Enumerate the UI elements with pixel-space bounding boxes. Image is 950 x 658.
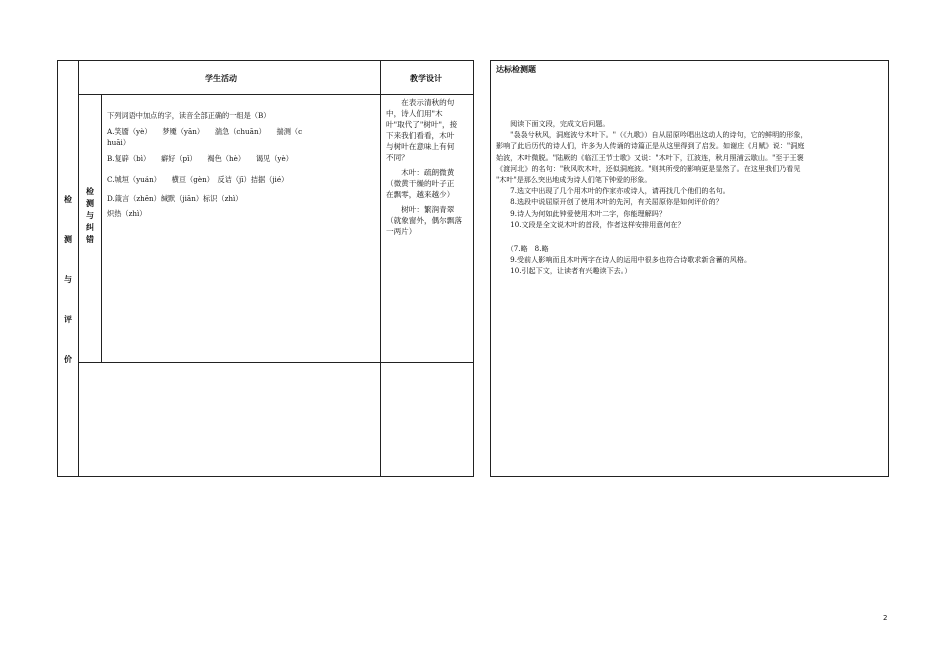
option-line: A.笑靥（yè） 梦魇（yān） 湍急（chuān） 揣测（c bbox=[107, 127, 303, 137]
option-line: C.城垣（yuán） 横亘（gèn） 反诘（jī）拮据（jié） bbox=[107, 174, 289, 184]
section-label-char: 价 bbox=[64, 355, 72, 364]
sub-label-char: 测 bbox=[86, 199, 94, 208]
divider-design-column bbox=[380, 60, 381, 477]
sub-label bbox=[83, 188, 97, 248]
passage-line: 阅读下面文段，完成文后问题。 bbox=[496, 119, 610, 128]
design-line: 中，诗人们用"木 bbox=[386, 109, 443, 118]
sub-label-char: 错 bbox=[86, 235, 94, 244]
answer-line: 10.引起下文，让读者有兴趣读下去。） bbox=[496, 266, 632, 276]
design-line: 树叶：繁润青翠 bbox=[386, 205, 455, 214]
answer-line: （7.略 8.略 bbox=[496, 244, 549, 254]
question-line: 10.文段是全文说木叶的首段，作者这样安排用意何在？ bbox=[496, 219, 685, 229]
design-line: 与树叶在意味上有何 bbox=[386, 142, 455, 151]
right-body bbox=[496, 118, 884, 277]
question-block bbox=[107, 110, 302, 219]
design-line: （微黄干燥的叶子正 bbox=[386, 179, 455, 188]
answer-line: 9.受前人影响而且木叶两字在诗人的运用中很多也符合诗歌求新含蓄的风格。 bbox=[496, 255, 752, 265]
design-block bbox=[386, 97, 470, 237]
option-line: huāi） bbox=[107, 138, 131, 148]
blank-line bbox=[496, 230, 884, 243]
passage-line: "木叶"是那么突出地成为诗人们笔下钟爱的形象。 bbox=[496, 175, 652, 185]
option-line: 炽热（zhì） bbox=[107, 208, 147, 218]
sub-label-char: 检 bbox=[86, 187, 94, 196]
design-line: 在飘零，越来越少） bbox=[386, 190, 455, 199]
passage-line: 影响了此后历代的诗人们，许多为人传诵的诗篇正是从这里得到了启发。如谢庄《月赋》说："洞庭 bbox=[496, 141, 805, 151]
section-label-char: 与 bbox=[64, 275, 72, 284]
question-line: 7.选文中出现了几个用木叶的作家亦或诗人，请再找几个他们的名句。 bbox=[496, 186, 730, 196]
right-table-title: 达标检测题 bbox=[496, 65, 536, 74]
sub-label-char: 与 bbox=[86, 211, 94, 220]
passage-line: "袅袅兮秋风，洞庭波兮木叶下。"（《九歌》）自从屈原吟唱出这动人的诗句，它的鲜明的形象， bbox=[496, 130, 808, 140]
section-label-char: 评 bbox=[64, 315, 72, 324]
design-line: （就象窗外，偶尔飘落 bbox=[386, 216, 462, 225]
design-line: 不同？ bbox=[386, 153, 409, 162]
passage-line: 《渡河北》的名句："秋风吹木叶，还似洞庭波。"则其所受的影响更是显然了。在这里我们乃看见 bbox=[496, 163, 801, 173]
section-label-char: 检 bbox=[64, 195, 72, 204]
option-line: B.复辟（bì） 癖好（pǐ） 褐色（hè） 谒见（yè） bbox=[107, 154, 293, 164]
header-student-activity: 学生活动 bbox=[205, 74, 237, 83]
design-line: 下来我们看看，木叶 bbox=[386, 131, 455, 140]
design-line: 一两片） bbox=[386, 227, 417, 236]
page-number: 2 bbox=[883, 614, 888, 622]
option-line: D.箴言（zhēn）缄默（jiān）标识（zhì） bbox=[107, 193, 243, 203]
header-teaching-design: 教学设计 bbox=[410, 74, 442, 83]
section-label-char: 测 bbox=[64, 235, 72, 244]
header-row-divider bbox=[78, 94, 474, 95]
question-intro: 下列词语中加点的字，读音全部正确的一组是（B） bbox=[107, 111, 271, 120]
passage-line: 始波，木叶微脱。"陆厥的《临江王节士歌》又说："木叶下，江波连，秋月照浦云歇山。"至于王褒 bbox=[496, 152, 804, 162]
section-label bbox=[63, 196, 73, 376]
design-line: 在表示清秋的句 bbox=[386, 98, 455, 107]
sub-label-char: 纠 bbox=[86, 223, 94, 232]
design-line: 木叶：疏朗微黄 bbox=[386, 168, 455, 177]
lower-row-divider bbox=[78, 362, 474, 363]
design-line: 叶"取代了"树叶"，接 bbox=[386, 120, 458, 129]
question-line: 8.选段中说屈原开创了使用木叶的先河，有关屈原你是如何评价的？ bbox=[496, 197, 723, 207]
divider-section-column bbox=[78, 60, 79, 477]
question-line: 9.诗人为何如此钟爱使用木叶二字，你能理解吗？ bbox=[496, 208, 666, 218]
divider-sub-column bbox=[101, 94, 102, 362]
